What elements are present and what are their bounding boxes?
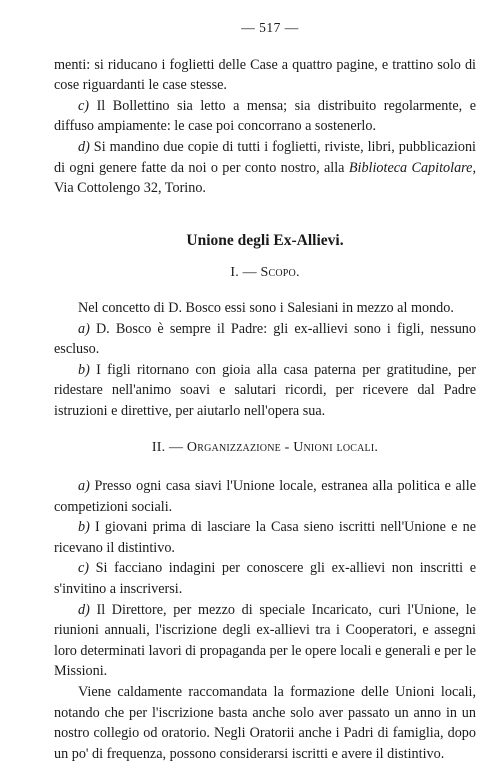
item-label: b) (78, 361, 90, 378)
item-c-bollettino: c) Il Bollettino sia letto a mensa; sia distribuito regolarmente, e diffuso ampiamente: le case poi concorrano a sostenerlo. (54, 97, 476, 135)
paragraph-continuation: menti: si riducano i foglietti delle Case a quattro pagine, e trattino solo di cose riguardanti le case stesse. (54, 56, 476, 94)
subsection-heading-scopo: I. — Scopo. (230, 265, 300, 281)
item-label: c) (78, 560, 90, 577)
library-name: Biblioteca Capitolare, (348, 159, 477, 176)
section-title: Unione degli Ex-Allievi. (186, 231, 344, 249)
item-d-copie: d) Si mandino due copie di tutti i foglietti, riviste, libri, pubblicazioni di ogni genere fatte da noi o per conto nostro, alla Biblioteca Capitolare, Via Cottolengo 32, Torino. (54, 138, 477, 197)
item-label: d) (78, 138, 90, 155)
item-d-direttore: d) Il Direttore, per mezzo di speciale Incaricato, curi l'Unione, le riunioni annuali, l'iscrizione degli ex-allievi tra i Cooperatori, e assegni loro determinati lavori di propaganda per le opere locali e generali e per le Missioni. (54, 601, 476, 680)
paragraph-closing: Viene caldamente raccomandata la formazione delle Unioni locali, notando che per l'iscrizione basta anche solo aver passato un anno in un nostro collegio od oratorio. Negli Oratorii anche i Padri di famiglia, dopo un po' di frequenza, possono considerarsi iscritti e avere il distintivo. (54, 684, 476, 762)
subsection-heading-organizzazione: II. — Organizzazione - Unioni locali. (151, 439, 379, 455)
item-a-padre: a) D. Bosco è sempre il Padre: gli ex-allievi sono i figli, nessuno escluso. (54, 320, 476, 358)
item-label: b) (78, 519, 90, 536)
page-number: — 517 — (241, 20, 299, 35)
item-label: d) (78, 601, 90, 618)
item-label: a) (78, 478, 90, 495)
item-b-figli: b) I figli ritornano con gioia alla casa paterna per gratitudine, per ridestare nell'animo soavi e salutari ricordi, per ricevere dal Padre istruzioni e direttive, per aiutarlo nell'opera sua. (54, 361, 476, 419)
item-label: a) (78, 320, 90, 337)
item-a-unione-locale: a) Presso ogni casa siavi l'Unione locale, estranea alla politica e alle competizioni sociali. (54, 478, 476, 515)
item-b-giovani: b) I giovani prima di lasciare la Casa sieno iscritti nell'Unione e ne ricevano il distintivo. (54, 519, 476, 556)
item-c-indagini: c) Si facciano indagini per conoscere gli ex-allievi non inscritti e s'invitino a inscriversi. (54, 560, 476, 598)
item-label: c) (78, 97, 90, 114)
paragraph-concetto: Nel concetto di D. Bosco essi sono i Salesiani in mezzo al mondo. (78, 299, 454, 316)
